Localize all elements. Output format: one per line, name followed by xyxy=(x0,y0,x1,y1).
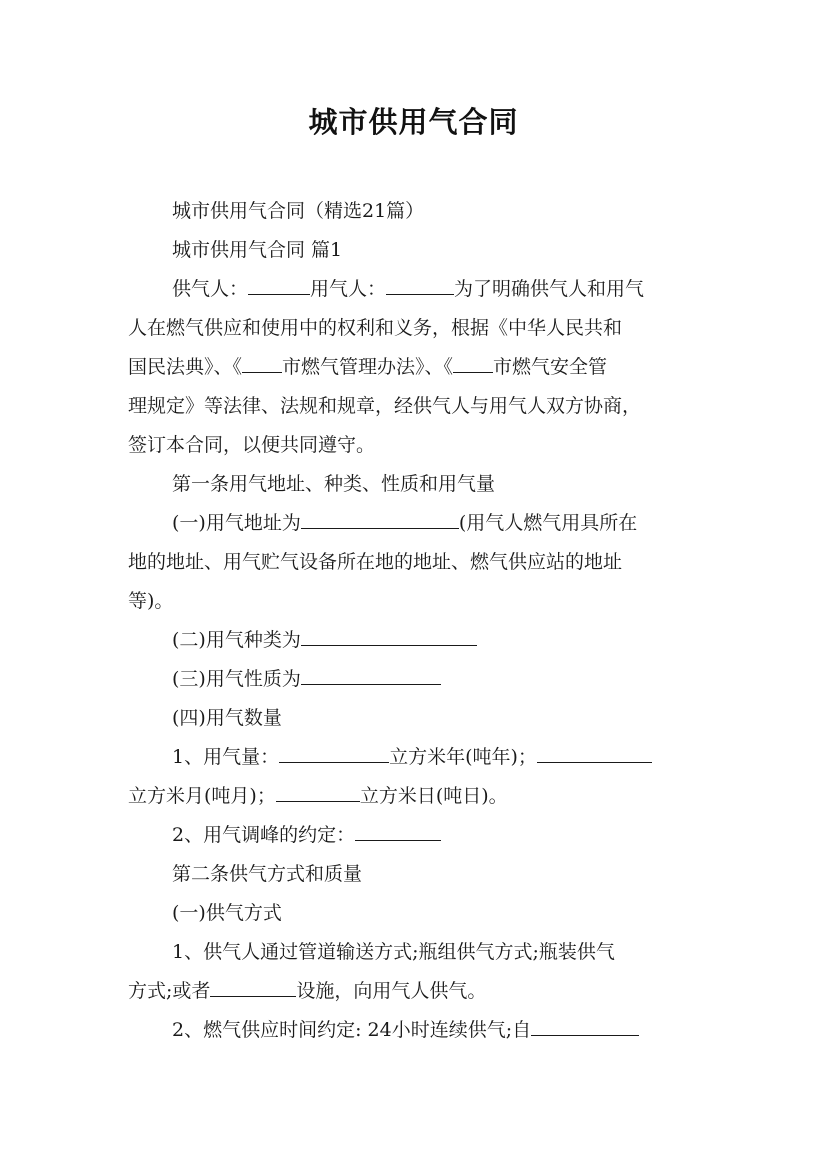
fill-blank xyxy=(210,980,296,997)
fill-blank xyxy=(355,824,441,841)
fill-blank xyxy=(386,278,454,295)
paragraph-line xyxy=(172,668,441,690)
text-segment: 立方米月(吨月)； xyxy=(128,785,276,807)
fill-blank xyxy=(279,746,389,763)
text-segment: 国民法典》、《 xyxy=(128,356,243,378)
text-segment: 市燃气管理办法》、《 xyxy=(282,356,454,378)
text-segment: 为了明确供气人和用气 xyxy=(454,278,645,300)
paragraph-line: 签订本合同，以便共同遵守。 xyxy=(128,434,376,456)
paragraph-line: 城市供用气合同（精选21篇） xyxy=(172,200,425,222)
paragraph-line: (一)供气方式 xyxy=(172,902,282,924)
text-segment: 市燃气安全管 xyxy=(493,356,608,378)
fill-blank xyxy=(276,785,360,802)
text-segment: 2、燃气供应时间约定: 24小时连续供气;自 xyxy=(172,1019,532,1041)
fill-blank xyxy=(537,746,652,763)
paragraph-line: 地的地址、用气贮气设备所在地的地址、燃气供应站的地址 xyxy=(128,551,623,573)
text-segment: 立方米日(吨日)。 xyxy=(359,785,508,807)
paragraph-line xyxy=(172,824,441,846)
section-heading: 城市供用气合同 篇1 xyxy=(172,239,343,261)
article-heading: 第一条用气地址、种类、性质和用气量 xyxy=(172,473,496,495)
paragraph-line: 等)。 xyxy=(128,590,174,612)
paragraph-line xyxy=(172,629,477,651)
paragraph-line xyxy=(172,746,652,768)
paragraph-line xyxy=(128,785,508,807)
paragraph-line: 理规定》等法律、法规和规章，经供气人与用气人双方协商， xyxy=(128,395,642,417)
paragraph-line xyxy=(128,356,607,378)
fill-blank xyxy=(301,668,441,685)
fill-blank xyxy=(531,1019,639,1036)
text-segment: 立方米年(吨年)； xyxy=(389,746,537,768)
fill-blank xyxy=(248,278,310,295)
text-segment: 2、用气调峰的约定： xyxy=(172,824,356,846)
document-title: 城市供用气合同 xyxy=(308,105,519,139)
text-segment: 设施，向用气人供气。 xyxy=(296,980,487,1002)
fill-blank xyxy=(242,356,282,373)
paragraph-line xyxy=(172,1019,639,1041)
paragraph-line: (四)用气数量 xyxy=(172,707,282,729)
text-segment: 方式;或者 xyxy=(128,980,211,1002)
paragraph-line xyxy=(172,512,637,534)
fill-blank xyxy=(301,629,477,646)
text-segment: (三)用气性质为 xyxy=(172,668,301,690)
article-heading: 第二条供气方式和质量 xyxy=(172,863,363,885)
fill-blank xyxy=(301,512,459,529)
text-segment: (用气人燃气用具所在 xyxy=(458,512,638,534)
text-segment: 用气人： xyxy=(310,278,387,300)
fill-blank xyxy=(453,356,493,373)
text-segment: 1、用气量： xyxy=(172,746,280,768)
paragraph-line: 1、供气人通过管道输送方式;瓶组供气方式;瓶装供气 xyxy=(172,941,615,963)
paragraph-line xyxy=(128,980,486,1002)
text-segment: 供气人： xyxy=(172,278,249,300)
text-segment: (二)用气种类为 xyxy=(172,629,301,651)
text-segment: (一)用气地址为 xyxy=(172,512,301,534)
paragraph-line: 人在燃气供应和使用中的权利和义务，根据《中华人民共和 xyxy=(128,317,623,339)
paragraph-line xyxy=(172,278,644,300)
